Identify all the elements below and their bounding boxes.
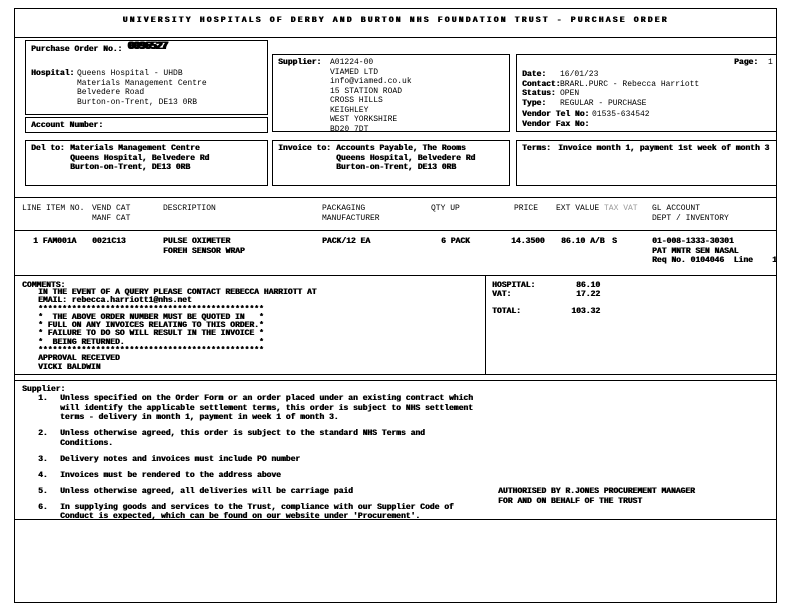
deliver-to-line: Queens Hospital, Belvedere Rd (70, 153, 210, 163)
term-text: Delivery notes and invoices must include PO number (60, 454, 301, 464)
grand-total-value: 103.32 (571, 307, 600, 316)
date-label: Date: (522, 70, 547, 79)
terms-value: Invoice month 1, payment 1st week of month 3 (558, 144, 770, 153)
row-dept-inventory: PAT MNTR SEN NASAL (652, 246, 739, 256)
hospital-address-line: Belvedere Road (77, 88, 145, 97)
row-description-line1: PULSE OXIMETER (163, 237, 231, 246)
comment-line: * FAILURE TO DO SO WILL RESULT IN THE INVOICE * (38, 329, 264, 339)
term-item (38, 487, 498, 497)
on-behalf-line: FOR AND ON BEHALF OF THE TRUST (498, 496, 643, 506)
comment-line: * THE ABOVE ORDER NUMBER MUST BE QUOTED IN * (38, 312, 264, 322)
supplier-line: 15 STATION ROAD (330, 86, 403, 96)
invoice-to-line: Queens Hospital, Belvedere Rd (336, 153, 476, 163)
po-number-value: 0096527 (127, 41, 167, 53)
po-number-label: Purchase Order No.: (31, 45, 123, 54)
type-label: Type: (522, 98, 547, 108)
hospital-total-label: HOSPITAL: (492, 281, 536, 290)
deliver-to-line: Burton-on-Trent, DE13 0RB (70, 163, 191, 172)
vat-total-value: 17.22 (575, 290, 600, 299)
header-gl-account: GL ACCOUNT (652, 204, 701, 213)
row-packaging: PACK/12 EA (322, 237, 371, 246)
supplier-line: info@viamed.co.uk (330, 77, 412, 86)
term-item (38, 394, 498, 423)
row-req-no: Req No. 0104046 Line 1 (652, 256, 777, 265)
authorised-by-line: AUTHORISED BY R.JONES PROCUREMENT MANAGER (498, 487, 695, 496)
vendor-tel-value: 01535-634542 (592, 110, 650, 119)
header-price: PRICE (514, 204, 539, 213)
supplier-line: CROSS HILLS (330, 96, 383, 105)
term-number: 1. (38, 394, 48, 403)
account-number-label: Account Number: (31, 121, 104, 130)
row-tax-code: A/B (590, 237, 605, 246)
row-vend-cat: 0021C13 (92, 237, 126, 246)
hospital-label: Hospital: (31, 69, 75, 78)
term-item (38, 429, 498, 448)
comment-line: *********************************************** (38, 304, 264, 314)
invoice-to-line: Accounts Payable, The Rooms (336, 144, 466, 153)
invoice-to-label: Invoice to: (278, 144, 331, 153)
status-value: OPEN (560, 89, 580, 98)
grand-total-label: TOTAL: (492, 307, 521, 316)
comment-line: IN THE EVENT OF A QUERY PLEASE CONTACT REBECCA HARRIOTT AT (38, 288, 317, 297)
comments-divider (14, 275, 777, 276)
term-text: In supplying goods and services to the Trust, compliance with our Supplier Code of Conduct is expected, which can be found on our website under 'Procurement'. (60, 502, 454, 521)
type-value: REGULAR - PURCHASE (560, 98, 647, 108)
comment-line: *********************************************** (38, 346, 264, 356)
term-number: 4. (38, 470, 48, 480)
vat-total-label: VAT: (492, 290, 512, 299)
comment-line: * FULL ON ANY INVOICES RELATING TO THIS ORDER.* (38, 321, 264, 331)
comment-line: EMAIL: rebecca.harriott1@nhs.net (38, 296, 192, 306)
header-description: DESCRIPTION (163, 204, 216, 213)
page-number-value: 1 (768, 58, 773, 67)
status-label: Status: (522, 89, 556, 98)
comment-line: * BEING RETURNED. * (38, 337, 264, 347)
hospital-address-line: Burton-on-Trent, DE13 0RB (77, 97, 198, 107)
hospital-total-value: 86.10 (575, 281, 600, 290)
comments-label: COMMENTS: (22, 281, 66, 290)
header-vend-cat: VEND CAT (92, 204, 131, 213)
supplier-line: VIAMED LTD (330, 67, 379, 77)
row-description-line2: FOREH SENSOR WRAP (163, 246, 245, 256)
hospital-address-line: Materials Management Centre (77, 78, 207, 88)
supplier-line: A01224-00 (330, 58, 374, 67)
vendor-fax-label: Vendor Fax No: (522, 119, 590, 129)
header-tax-vat: TAX VAT (604, 204, 638, 213)
term-number: 2. (38, 429, 48, 438)
term-text: Unless specified on the Order Form or an order placed under an existing contract which will identify the applicable settlement terms, this order is subject to NHS settlement terms - delivery in month 1, payment in week 1 of month 3. (60, 394, 473, 422)
terms-label: Terms: (522, 144, 551, 153)
header-qty-up: QTY UP (431, 204, 460, 213)
term-item (38, 471, 498, 481)
comment-line: APPROVAL RECEIVED (38, 354, 120, 364)
deliver-to-line: Materials Management Centre (70, 144, 200, 153)
supplier-line: KEIGHLEY (330, 105, 369, 115)
header-dept-inventory: DEPT / INVENTORY (652, 213, 729, 223)
invoice-to-line: Burton-on-Trent, DE13 0RB (336, 163, 457, 172)
page-number-label: Page: (734, 58, 759, 67)
supplier-terms-list (38, 394, 498, 528)
header-manufacturer: MANUFACTURER (322, 213, 380, 223)
term-number: 5. (38, 486, 48, 496)
term-text: Unless otherwise agreed, all deliveries will be carriage paid (60, 486, 353, 496)
hospital-address-line: Queens Hospital - UHDB (77, 69, 183, 78)
term-text: Invoices must be rendered to the address above (60, 470, 281, 480)
vendor-tel-label: Vendor Tel No: (522, 110, 590, 119)
term-number: 3. (38, 454, 48, 464)
deliver-to-label: Del to: (31, 144, 65, 153)
row-vat-code: S (612, 237, 617, 246)
supplier-line: BD20 7DT (330, 124, 369, 134)
contact-label: Contact: (522, 79, 561, 89)
row-qty: 6 PACK (441, 237, 470, 246)
term-text: Unless otherwise agreed, this order is subject to the standard NHS Terms and Conditions. (60, 429, 425, 448)
row-price: 14.3500 (511, 237, 545, 246)
supplier-label: Supplier: (278, 58, 322, 67)
comment-line: VICKI BALDWIN (38, 362, 101, 372)
comments-block (38, 289, 316, 372)
header-packaging: PACKAGING (322, 204, 366, 213)
row-gl-account: 01-008-1333-30301 (652, 237, 734, 246)
header-manf-cat: MANF CAT (92, 213, 131, 223)
term-item (38, 455, 498, 465)
term-item (38, 503, 498, 522)
row-ext-value: 86.10 (561, 237, 586, 246)
table-header-divider (14, 230, 777, 231)
term-number: 6. (38, 502, 48, 512)
date-value: 16/01/23 (560, 70, 599, 79)
totals-divider (485, 275, 486, 375)
document-title: UNIVERSITY HOSPITALS OF DERBY AND BURTON NHS FOUNDATION TRUST - PURCHASE ORDER (122, 16, 669, 25)
supplier-terms-label: Supplier: (22, 385, 66, 394)
row-line-item: 1 FAM001A (33, 237, 77, 246)
header-ext-value: EXT VALUE (556, 204, 600, 213)
header-line-item: LINE ITEM NO. (22, 204, 85, 213)
contact-value: BRARL.PURC - Rebecca Harriott (560, 79, 700, 89)
supplier-line: WEST YORKSHIRE (330, 115, 398, 124)
